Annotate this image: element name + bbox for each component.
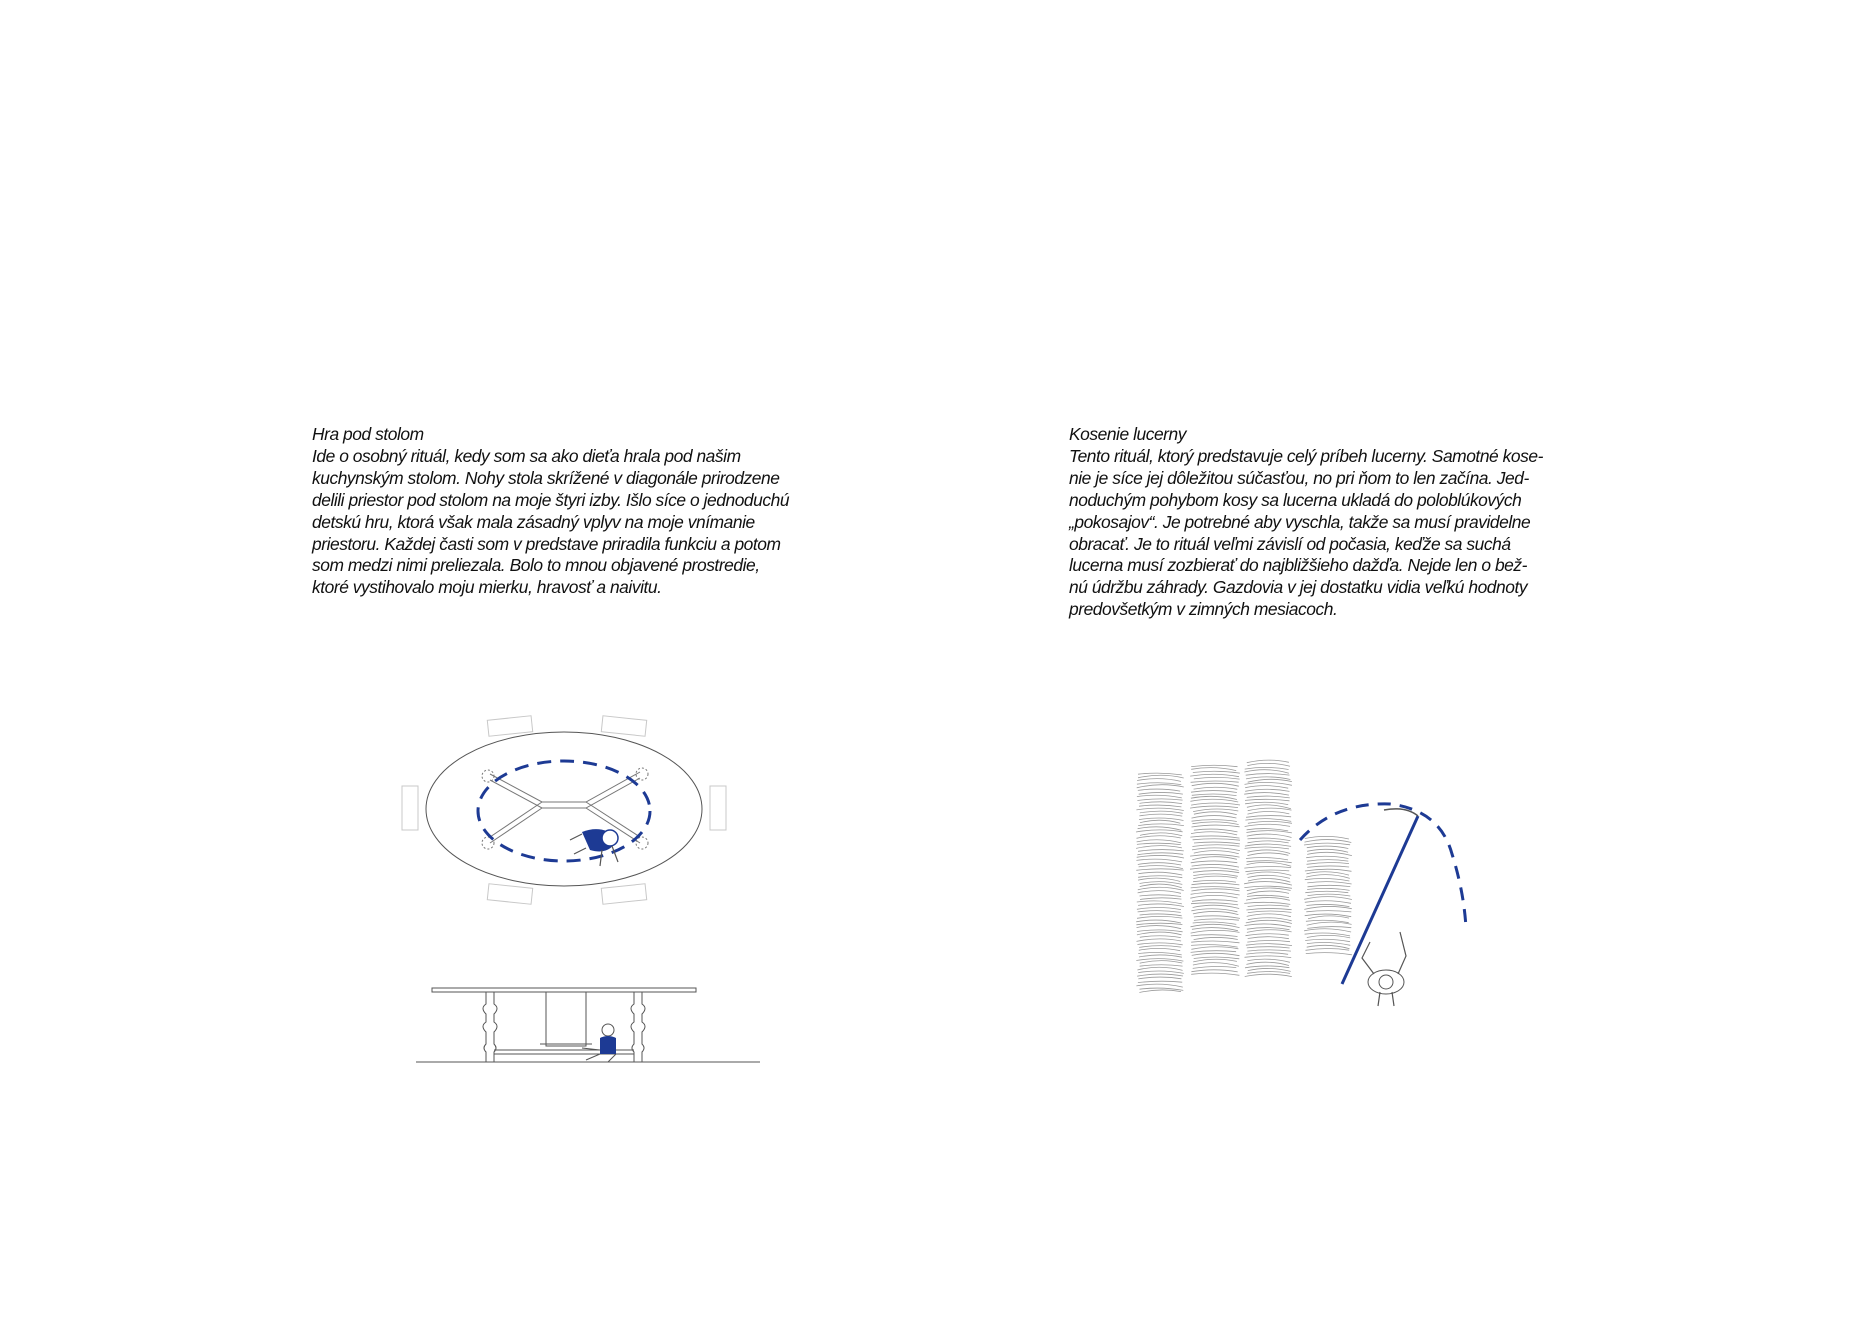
hay-stroke: [1136, 830, 1183, 832]
left-paragraph-line: priestoru. Každej časti som v predstave priradila funkciu a potom: [312, 533, 781, 554]
hay-stroke: [1137, 943, 1182, 945]
hay-stroke: [1137, 974, 1183, 976]
hay-stroke: [1306, 911, 1351, 912]
hay-stroke: [1191, 768, 1236, 771]
hay-stroke: [1308, 885, 1351, 887]
hay-stroke: [1191, 930, 1240, 933]
hay-stroke: [1305, 879, 1350, 881]
hay-stroke: [1137, 836, 1181, 839]
hay-stroke: [1307, 866, 1349, 867]
hay-stroke: [1194, 777, 1240, 779]
left-paragraph-line: ktoré vystihovalo moju mierku, hravosť a naivitu.: [312, 577, 662, 598]
hay-stroke: [1307, 888, 1350, 890]
left-paragraph-line: delili priestor pod stolom na moje štyri izby. Išlo síce o jednoduchú: [312, 489, 790, 510]
hay-stroke: [1248, 838, 1291, 841]
hay-stroke: [1307, 927, 1351, 929]
hay-stroke: [1137, 916, 1182, 918]
right-paragraph-line: nie je síce jej dôležitou súčasťou, no pri ňom to len začína. Jed-: [1069, 467, 1529, 488]
hay-stroke: [1137, 799, 1182, 801]
hay-stroke: [1191, 861, 1238, 863]
right-paragraph-line: nú údržbu záhrady. Gazdovia v jej dostatku vidia veľkú hodnoty: [1069, 577, 1528, 598]
hay-stroke: [1247, 853, 1288, 856]
mowing-drawing: [1128, 756, 1498, 1006]
hay-stroke: [1194, 787, 1238, 789]
hay-stroke: [1140, 802, 1183, 804]
hay-stroke: [1194, 851, 1239, 854]
hay-stroke: [1140, 961, 1183, 964]
hay-stroke: [1194, 937, 1238, 939]
hay-stroke: [1246, 908, 1291, 910]
hay-stroke: [1190, 774, 1239, 776]
left-paragraph-line: som medzi nimi preliezala. Bolo to mnou objavené prostredie,: [312, 555, 760, 576]
right-paragraph-line: obracať. Je to rituál veľmi závislí od počasia, keďže sa suchá: [1069, 533, 1511, 554]
hay-stroke: [1244, 882, 1292, 886]
hay-stroke: [1137, 855, 1184, 858]
hay-stroke: [1245, 924, 1291, 927]
hay-stroke: [1190, 895, 1237, 898]
hay-stroke: [1307, 852, 1352, 855]
hay-stroke: [1246, 816, 1291, 818]
hay-stroke: [1191, 803, 1240, 805]
left-paragraph-line: kuchynským stolom. Nohy stola skrížené v diagonále prirodzene: [312, 467, 780, 488]
hay-stroke: [1305, 891, 1348, 892]
hay-stroke: [1137, 930, 1183, 932]
hay-stroke: [1246, 898, 1290, 901]
hay-stroke: [1246, 934, 1289, 936]
hay-stroke: [1245, 870, 1289, 872]
hay-stroke: [1247, 763, 1290, 766]
hay-stroke: [1136, 920, 1181, 923]
hay-stroke: [1138, 850, 1184, 852]
hay-stroke: [1306, 953, 1352, 955]
right-paragraph-line: lucerna musí zozbierať do najbližšieho dažďa. Nejde len o bež-: [1069, 555, 1527, 576]
hay-stroke: [1193, 911, 1239, 914]
hay-stroke: [1192, 883, 1240, 885]
hay-stroke: [1138, 872, 1182, 875]
hay-stroke: [1138, 981, 1182, 982]
hay-stroke: [1192, 953, 1240, 955]
hay-stroke: [1190, 868, 1239, 871]
chair: [601, 884, 646, 905]
hay-stroke: [1245, 799, 1290, 801]
hay-stroke: [1304, 843, 1350, 845]
hay-stroke: [1139, 946, 1181, 948]
chair: [710, 786, 726, 830]
hay-stroke: [1308, 916, 1349, 919]
sitting-child-figure: [582, 1024, 616, 1062]
hay-stroke: [1140, 965, 1183, 966]
hay-stroke: [1136, 846, 1182, 849]
hay-stroke: [1137, 785, 1184, 788]
hay-stroke: [1190, 799, 1238, 802]
hay-stroke: [1140, 833, 1182, 836]
hay-stroke: [1136, 984, 1182, 987]
hay-stroke: [1139, 814, 1182, 816]
table-top-ellipse: [426, 732, 702, 886]
hay-stroke: [1194, 842, 1240, 844]
hay-stroke: [1248, 841, 1289, 843]
hay-stroke: [1191, 924, 1240, 927]
right-paragraph-line: predovšetkým v zimných mesiacoch.: [1069, 599, 1338, 620]
chair: [601, 716, 646, 737]
hay-stroke: [1306, 875, 1350, 879]
hay-stroke: [1248, 905, 1289, 906]
hay-stroke: [1248, 779, 1292, 782]
hay-stroke: [1136, 923, 1182, 925]
hay-stroke: [1246, 831, 1292, 833]
table-top-slab: [432, 988, 696, 992]
hay-stroke: [1139, 955, 1182, 957]
hay-stroke: [1247, 760, 1289, 763]
hay-stroke: [1192, 857, 1237, 860]
right-section-title: Kosenie lucerny: [1069, 424, 1186, 444]
hay-stroke: [1136, 869, 1183, 871]
hay-stroke: [1190, 806, 1238, 808]
hay-stroke: [1137, 932, 1182, 935]
hay-stroke: [1192, 794, 1237, 796]
hay-windrows: [1136, 760, 1352, 992]
hay-stroke: [1308, 894, 1351, 896]
hay-stroke: [1192, 848, 1240, 851]
left-section-title: Hra pod stolom: [312, 424, 424, 444]
hay-stroke: [1137, 783, 1181, 785]
hay-stroke: [1137, 795, 1182, 798]
chair: [402, 786, 418, 830]
hay-stroke: [1193, 839, 1240, 840]
hay-stroke: [1191, 781, 1239, 782]
hay-stroke: [1247, 834, 1292, 837]
hay-stroke: [1245, 767, 1289, 769]
hay-stroke: [1307, 849, 1348, 852]
hay-stroke: [1304, 929, 1351, 932]
hay-stroke: [1138, 891, 1181, 894]
hay-stroke: [1248, 821, 1292, 823]
hay-stroke: [1191, 791, 1237, 793]
hay-stroke: [1138, 887, 1184, 890]
right-paragraph-line: „pokosajov“. Je potrebné aby vyschla, takže sa musí pravidelne: [1069, 511, 1531, 532]
hay-stroke: [1191, 935, 1238, 937]
hay-stroke: [1244, 866, 1291, 868]
hay-stroke: [1138, 971, 1184, 973]
hay-stroke: [1245, 844, 1291, 846]
hay-stroke: [1246, 774, 1290, 776]
hay-stroke: [1244, 770, 1289, 774]
hay-stroke: [1245, 847, 1289, 849]
hay-stroke: [1139, 948, 1180, 950]
hay-stroke: [1137, 901, 1182, 904]
hay-stroke: [1192, 845, 1239, 847]
hay-stroke: [1136, 808, 1183, 810]
hay-stroke: [1137, 853, 1183, 855]
hay-stroke: [1248, 875, 1290, 878]
hay-stroke: [1137, 926, 1182, 929]
hay-stroke: [1138, 789, 1180, 791]
hay-stroke: [1140, 811, 1183, 813]
hay-stroke: [1306, 856, 1348, 858]
hay-stroke: [1245, 786, 1288, 789]
hay-stroke: [1192, 900, 1238, 902]
hay-stroke: [1245, 819, 1291, 822]
hay-stroke: [1244, 902, 1290, 904]
hay-stroke: [1138, 876, 1182, 878]
hay-stroke: [1137, 907, 1181, 909]
hay-stroke: [1194, 919, 1239, 921]
hay-stroke: [1248, 937, 1289, 939]
left-paragraph-line: detskú hru, ktorá však mala zásadný vplyv na moje vnímanie: [312, 511, 755, 532]
hay-stroke: [1246, 962, 1289, 965]
hay-stroke: [1307, 863, 1350, 865]
hay-stroke: [1305, 939, 1350, 941]
hay-stroke: [1139, 866, 1183, 869]
hay-stroke: [1193, 871, 1239, 873]
hay-stroke: [1304, 897, 1352, 900]
hay-stroke: [1305, 836, 1349, 839]
hay-stroke: [1191, 887, 1240, 889]
hay-stroke: [1191, 941, 1239, 943]
table-plan-drawing: [396, 716, 736, 906]
hay-stroke: [1305, 869, 1352, 871]
hay-stroke: [1192, 783, 1239, 786]
left-paragraph-line: Ide o osobný rituál, kedy som sa ako dieťa hrala pod našim: [312, 445, 741, 466]
hay-stroke: [1192, 820, 1237, 822]
hay-stroke: [1138, 977, 1181, 979]
hay-stroke: [1248, 911, 1292, 913]
hay-stroke: [1305, 914, 1352, 917]
hay-stroke: [1193, 963, 1239, 967]
hay-stroke: [1139, 792, 1183, 794]
hay-stroke: [1192, 864, 1239, 867]
hay-stroke: [1307, 935, 1350, 938]
hay-stroke: [1246, 953, 1288, 955]
hay-stroke: [1247, 959, 1290, 962]
hay-stroke: [1193, 880, 1236, 882]
mower-figure: [1362, 932, 1406, 1006]
chair: [487, 716, 532, 737]
hay-stroke: [1193, 905, 1240, 908]
hay-stroke: [1247, 950, 1291, 951]
hay-stroke: [1193, 876, 1237, 878]
hay-stroke: [1138, 773, 1182, 775]
hay-stroke: [1247, 888, 1291, 891]
hay-stroke: [1138, 911, 1181, 913]
hay-stroke: [1247, 914, 1291, 917]
hay-stroke: [1246, 944, 1292, 946]
hay-stroke: [1140, 895, 1182, 897]
hay-stroke: [1248, 968, 1291, 971]
right-paragraph-line: Tento rituál, ktorý predstavuje celý príbeh lucerny. Samotné kose-: [1069, 445, 1543, 466]
right-paragraph-line: noduchým pohybom kosy sa lucerna ukladá do poloblúkových: [1069, 489, 1522, 510]
left-text-block: [312, 424, 789, 599]
hay-stroke: [1307, 882, 1351, 884]
hay-stroke: [1246, 858, 1288, 860]
hay-stroke: [1191, 973, 1239, 975]
hay-stroke: [1306, 948, 1350, 950]
hay-stroke: [1191, 903, 1238, 905]
hay-stroke: [1246, 920, 1292, 923]
hay-stroke: [1138, 904, 1184, 907]
hay-stroke: [1138, 775, 1184, 778]
hay-stroke: [1245, 782, 1292, 785]
hay-stroke: [1140, 898, 1181, 900]
hay-stroke: [1192, 816, 1237, 819]
hay-stroke: [1192, 822, 1238, 825]
hay-stroke: [1191, 765, 1237, 766]
hay-stroke: [1191, 889, 1239, 891]
hay-stroke: [1245, 789, 1289, 791]
right-text-block: [1069, 424, 1543, 621]
hay-stroke: [1192, 825, 1240, 827]
hay-stroke: [1139, 805, 1181, 807]
hay-stroke: [1245, 956, 1292, 958]
hay-stroke: [1137, 939, 1182, 942]
hay-stroke: [1245, 974, 1292, 976]
hay-stroke: [1247, 947, 1290, 948]
hay-stroke: [1305, 901, 1351, 904]
hay-stroke: [1305, 840, 1352, 843]
scythe: [1342, 809, 1418, 984]
hay-stroke: [1193, 771, 1240, 773]
hay-stroke: [1248, 811, 1290, 814]
hay-stroke: [1136, 859, 1182, 862]
hay-stroke: [1193, 966, 1237, 968]
hay-stroke: [1307, 922, 1352, 925]
hay-stroke: [1247, 940, 1290, 942]
hay-stroke: [1307, 860, 1348, 862]
hay-stroke: [1247, 872, 1292, 875]
hay-stroke: [1139, 990, 1181, 993]
hay-stroke: [1137, 843, 1181, 844]
hay-stroke: [1194, 812, 1237, 815]
hay-stroke: [1194, 916, 1240, 919]
hay-stroke: [1193, 959, 1237, 962]
hay-stroke: [1190, 836, 1239, 838]
turned-legs: [483, 992, 645, 1062]
hay-stroke: [1140, 820, 1180, 823]
hay-stroke: [1245, 966, 1289, 968]
table-elevation-drawing: [410, 978, 770, 1068]
hay-stroke: [1247, 862, 1292, 866]
hay-stroke: [1247, 930, 1292, 933]
hay-stroke: [1247, 891, 1289, 894]
hay-stroke: [1244, 793, 1289, 796]
hay-stroke: [1307, 846, 1349, 848]
hay-stroke: [1138, 824, 1184, 826]
hay-stroke: [1137, 967, 1182, 970]
hay-stroke: [1191, 892, 1240, 895]
hay-stroke: [1138, 952, 1182, 954]
hay-stroke: [1307, 943, 1350, 946]
hay-stroke: [1247, 972, 1290, 974]
hay-stroke: [1304, 906, 1352, 909]
hay-stroke: [1193, 809, 1238, 812]
hay-stroke: [1140, 914, 1182, 916]
hay-stroke: [1191, 951, 1237, 953]
hay-stroke: [1138, 863, 1181, 865]
hay-stroke: [1137, 779, 1181, 782]
hay-stroke: [1194, 957, 1240, 959]
hay-stroke: [1191, 947, 1238, 950]
hay-stroke: [1191, 970, 1237, 972]
hay-stroke: [1137, 840, 1182, 843]
hay-stroke: [1248, 808, 1292, 811]
chair: [487, 884, 532, 905]
hay-stroke: [1247, 796, 1290, 798]
hay-stroke: [1245, 824, 1291, 826]
hay-stroke: [1191, 832, 1237, 835]
hay-stroke: [1140, 936, 1181, 938]
hay-stroke: [1245, 802, 1288, 804]
hay-stroke: [1138, 878, 1180, 881]
